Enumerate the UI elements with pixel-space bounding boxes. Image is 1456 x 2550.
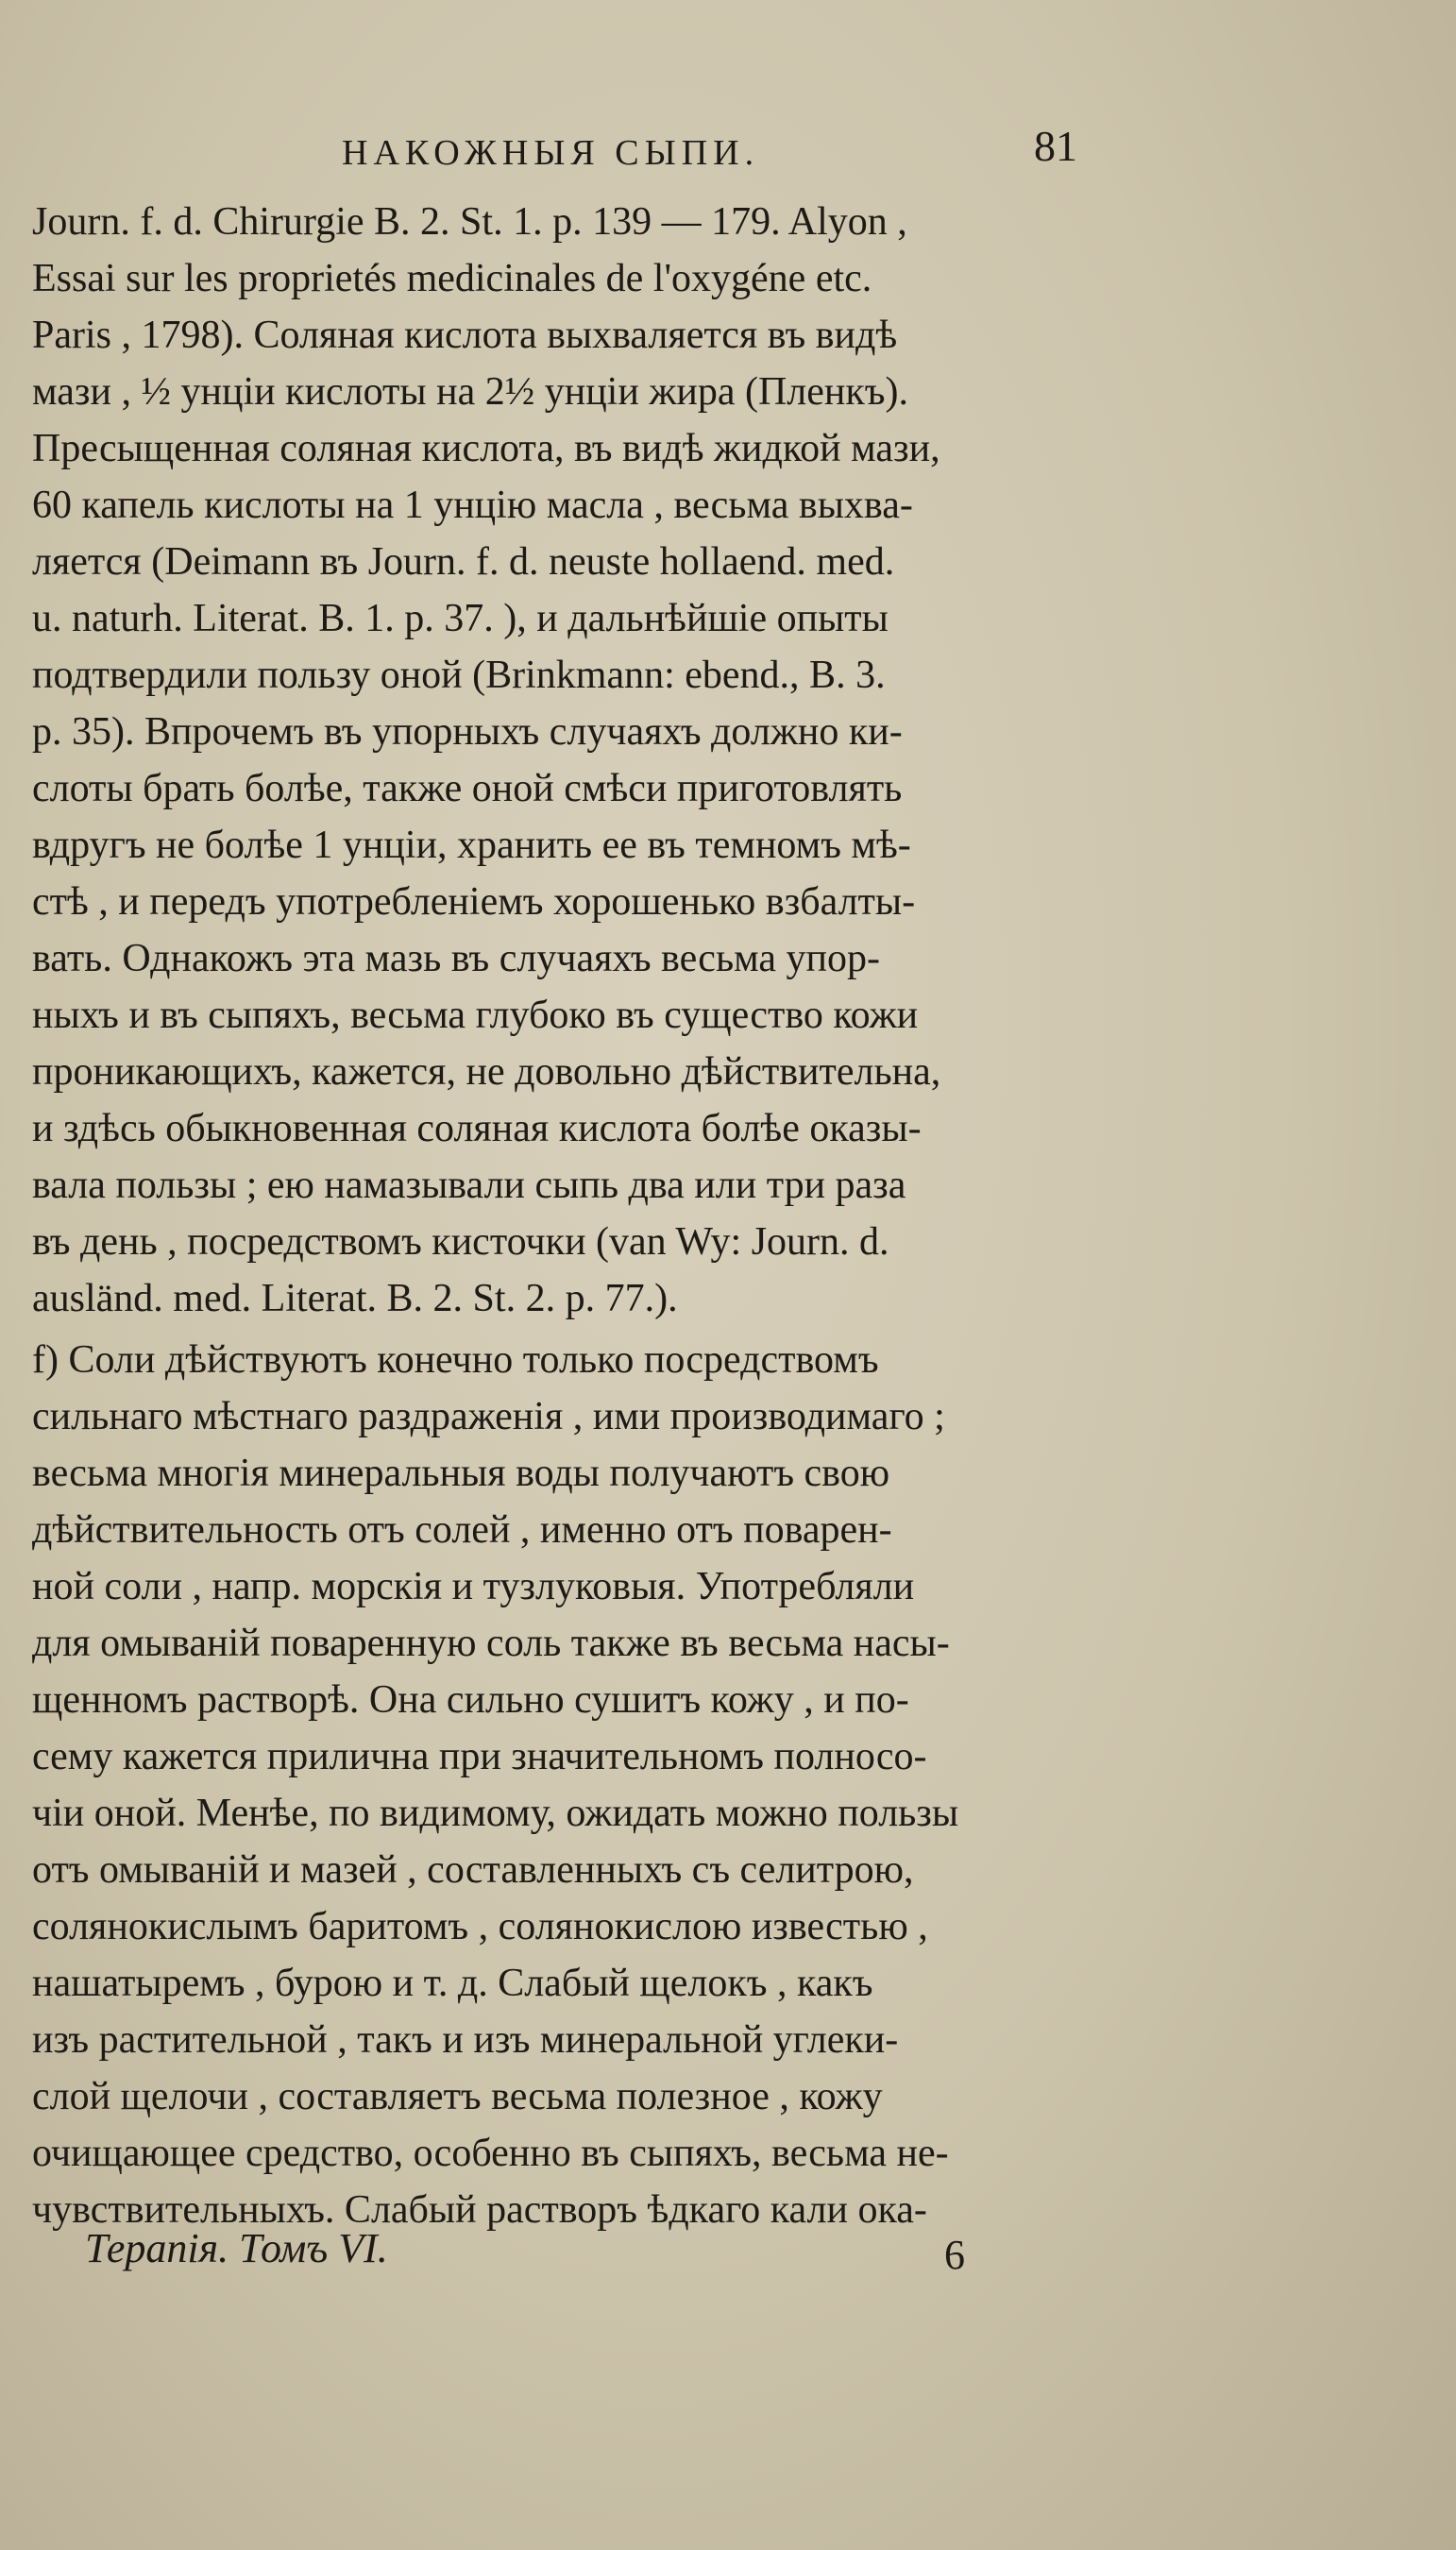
text-line: Journ. f. d. Chirurgie B. 2. St. 1. p. 139 — 179. Alyon , xyxy=(32,200,907,244)
text-line: очищающее средство, особенно въ сыпяхъ, весьма не- xyxy=(32,2132,949,2175)
text-line: дѣйствительность отъ солей , именно отъ поварен- xyxy=(32,1508,892,1552)
text-line: Paris , 1798). Соляная кислота выхваляется въ видѣ xyxy=(32,314,898,357)
text-line: ausländ. med. Literat. B. 2. St. 2. p. 77.). xyxy=(32,1277,678,1320)
text-line: стѣ , и передъ употребленіемъ хорошенько взбалты- xyxy=(32,880,916,924)
text-line: солянокислымъ баритомъ , солянокислою известью , xyxy=(32,1905,928,1948)
text-line: p. 35). Впрочемъ въ упорныхъ случаяхъ должно ки- xyxy=(32,710,903,754)
text-line: и здѣсь обыкновенная соляная кислота болѣе оказы- xyxy=(32,1107,922,1150)
text-line: ной соли , напр. морскія и тузлуковыя. Употребляли xyxy=(32,1565,915,1608)
text-line: чіи оной. Менѣе, по видимому, ожидать можно пользы xyxy=(32,1792,959,1835)
running-title: НАКОЖНЫЯ СЫПИ. xyxy=(342,133,760,173)
text-line: нашатыремъ , бурою и т. д. Слабый щелокъ , какъ xyxy=(32,1962,873,2005)
text-line: слой щелочи , составляетъ весьма полезное , кожу xyxy=(32,2075,883,2118)
page-number: 81 xyxy=(1034,122,1077,170)
text-line: сему кажется прилична при значительномъ полносо- xyxy=(32,1735,927,1778)
text-line: чувствительныхъ. Слабый растворъ ѣдкаго кали ока- xyxy=(32,2188,927,2232)
text-line: ляется (Deimann въ Journ. f. d. neuste hollaend. med. xyxy=(32,540,895,584)
text-line: отъ омываній и мазей , составленныхъ съ селитрою, xyxy=(32,1848,914,1892)
text-line: Essai sur les proprietés medicinales de l'oxygéne etc. xyxy=(32,257,872,300)
text-line: весьма многія минеральныя воды получаютъ свою xyxy=(32,1452,890,1495)
text-line: Пресыщенная соляная кислота, въ видѣ жидкой мази, xyxy=(32,427,940,470)
signature-line: Терапія. Томъ VI. xyxy=(85,2225,388,2271)
text-line: f) Соли дѣйствуютъ конечно только посредствомъ xyxy=(32,1338,879,1382)
text-line: для омываній поваренную соль также въ весьма насы- xyxy=(32,1622,950,1665)
text-line: слоты брать болѣе, также оной смѣси приготовлять xyxy=(32,767,903,810)
text-line: 60 капель кислоты на 1 унцію масла , весьма выхва- xyxy=(32,484,913,527)
text-line: изъ растительной , такъ и изъ минеральной углеки- xyxy=(32,2018,899,2062)
text-line: проникающихъ, кажется, не довольно дѣйствительна, xyxy=(32,1050,941,1094)
text-line: вала пользы ; ею намазывали сыпь два или три раза xyxy=(32,1164,906,1207)
text-line: щенномъ растворѣ. Она сильно сушитъ кожу , и по- xyxy=(32,1678,909,1722)
text-line: сильнаго мѣстнаго раздраженія , ими производимаго ; xyxy=(32,1395,945,1438)
text-line: подтвердили пользу оной (Brinkmann: ebend., B. 3. xyxy=(32,654,886,697)
signature-mark: 6 xyxy=(944,2232,965,2278)
text-line: u. naturh. Literat. B. 1. p. 37. ), и дальнѣйшіе опыты xyxy=(32,597,889,640)
text-line: вдругъ не болѣе 1 унціи, хранить ее въ темномъ мѣ- xyxy=(32,824,911,867)
text-line: ныхъ и въ сыпяхъ, весьма глубоко въ существо кожи xyxy=(32,994,919,1037)
text-line: мази , ½ унціи кислоты на 2½ унціи жира (Пленкъ). xyxy=(32,370,908,414)
text-line: въ день , посредствомъ кисточки (van Wy: Journ. d. xyxy=(32,1220,889,1264)
text-line: вать. Однакожъ эта мазь въ случаяхъ весьма упор- xyxy=(32,937,880,980)
